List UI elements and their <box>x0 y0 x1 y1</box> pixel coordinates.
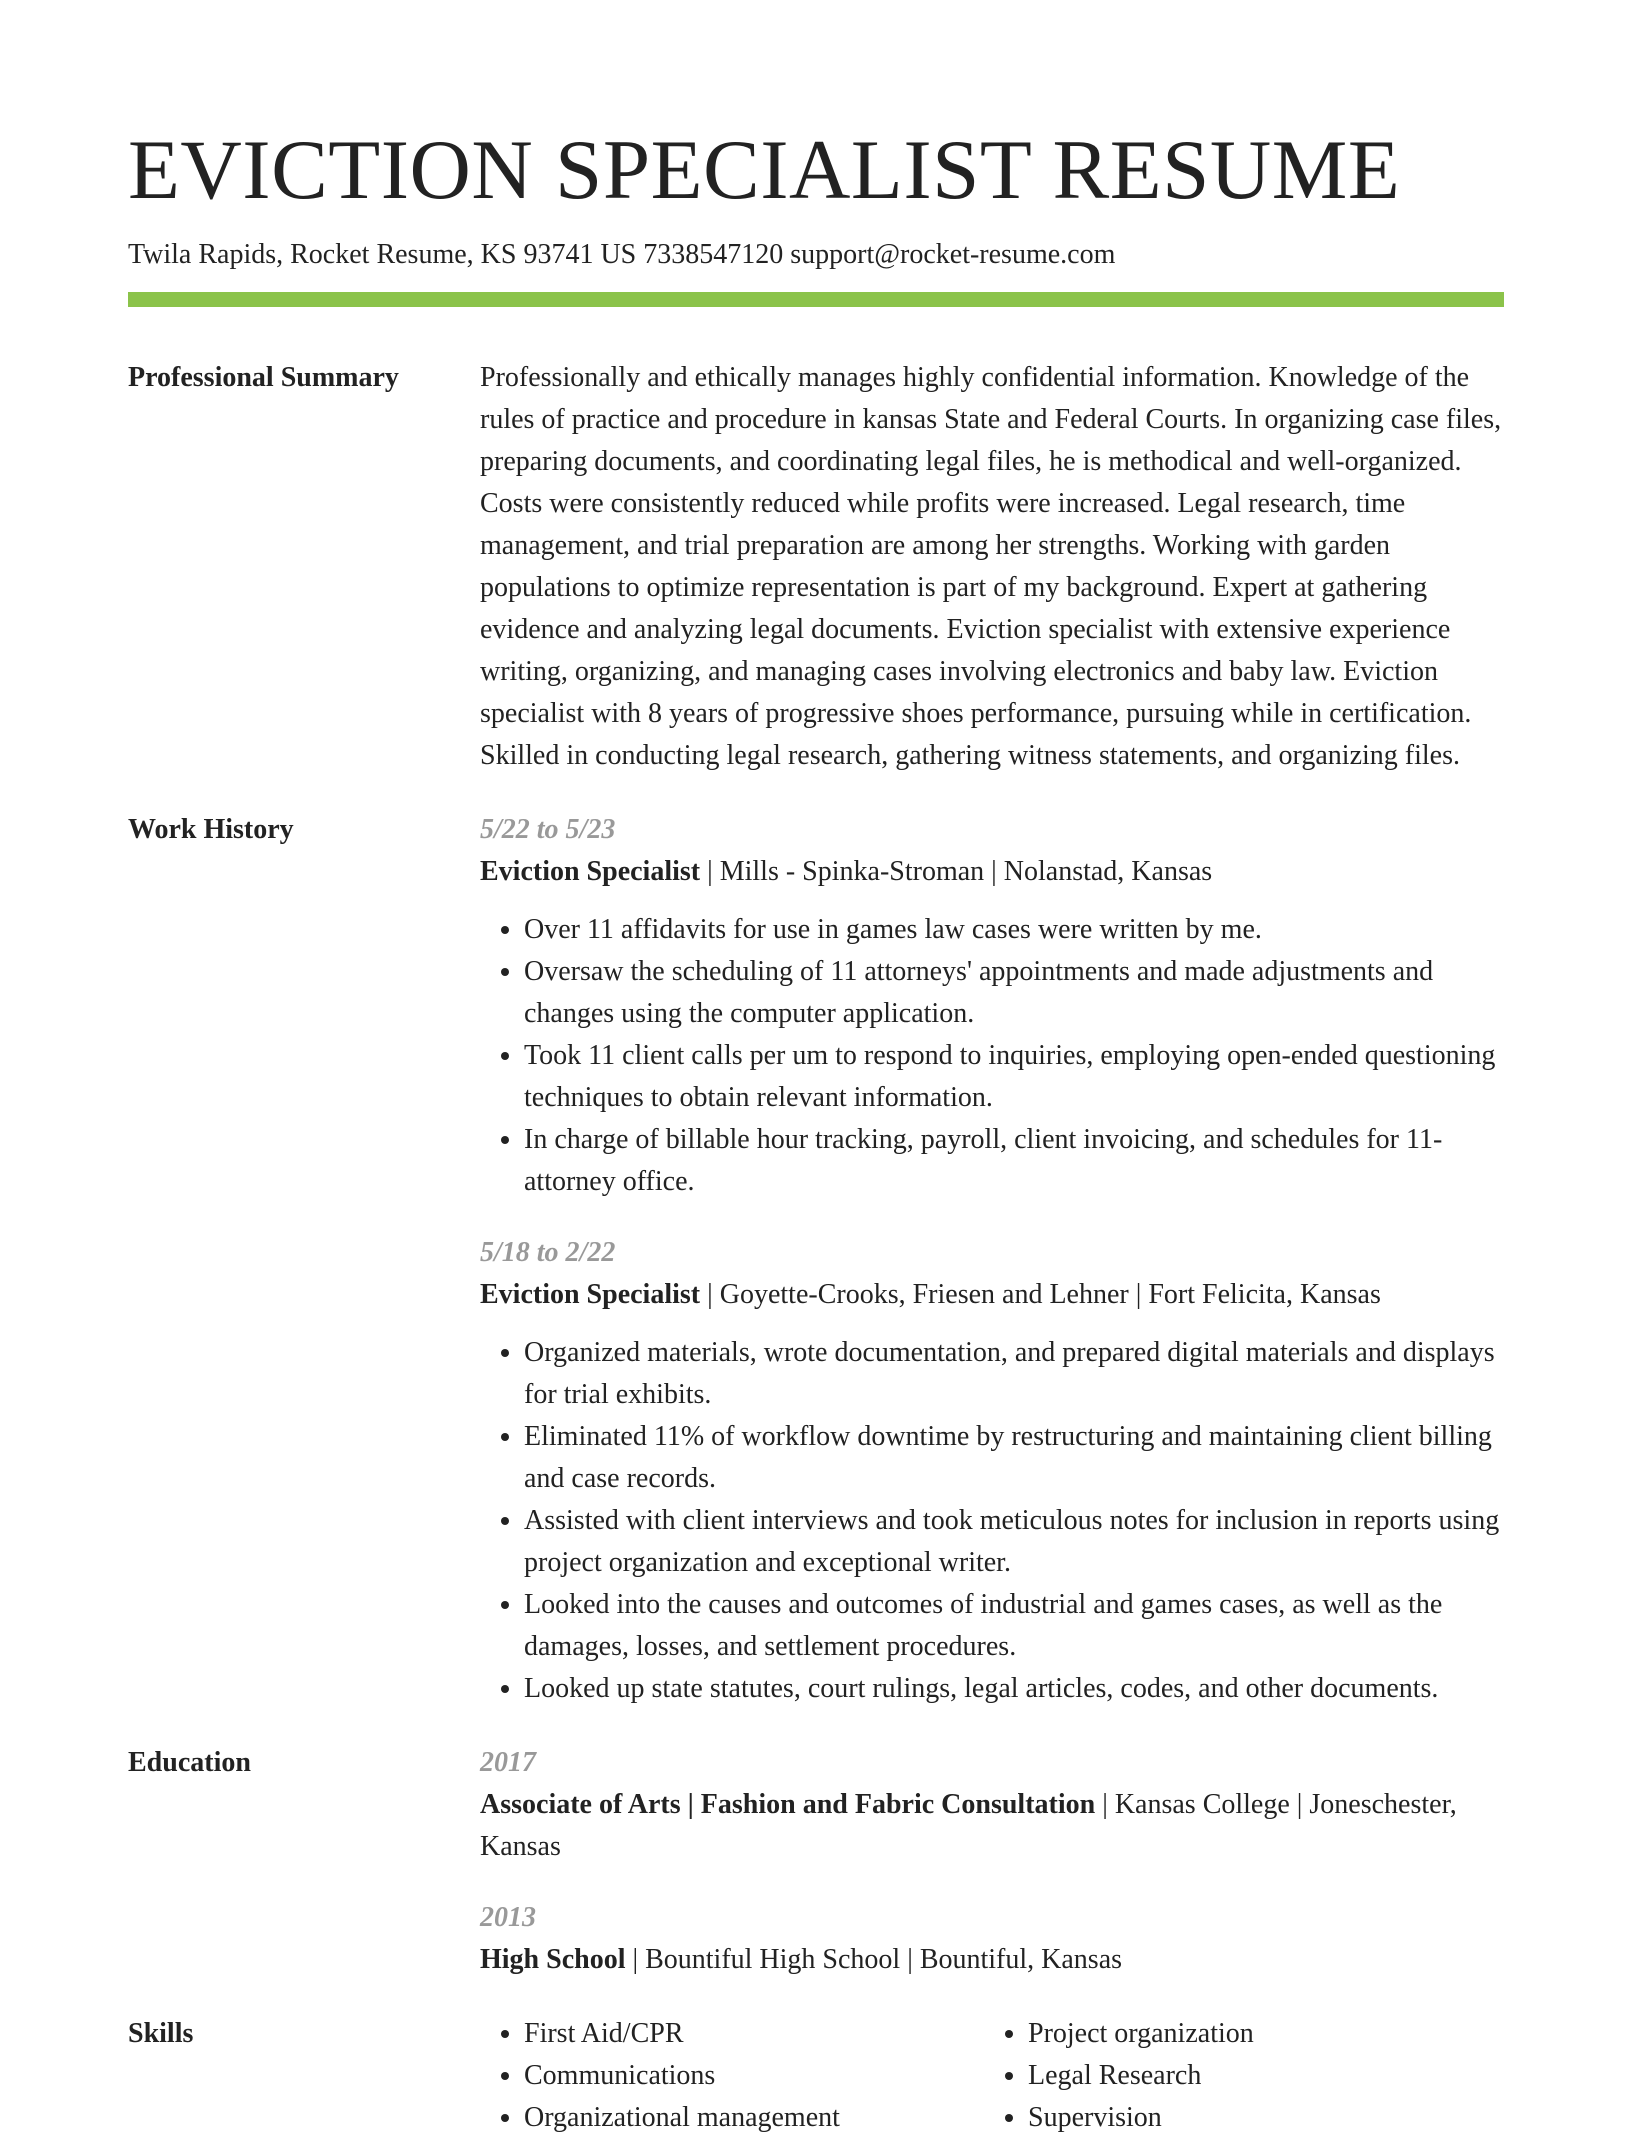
job-details: | Goyette-Crooks, Friesen and Lehner | Fort Felicita, Kansas <box>700 1279 1381 1310</box>
job-bullet: • Organized materials, wrote documentation, and prepared digital materials and displays for trial exhibits. <box>524 1332 1504 1416</box>
skill-item: • First Aid/CPR <box>524 2013 984 2055</box>
skill-item: • Communications <box>524 2055 984 2097</box>
resume-title: EVICTION SPECIALIST RESUME <box>128 123 1401 217</box>
job-entry <box>480 809 1504 1203</box>
education-details: | Kansas College | Joneschester, Kansas <box>480 1789 1457 1862</box>
job-role: Eviction Specialist <box>480 1279 701 1310</box>
work-history-body <box>480 809 1504 1710</box>
resume-page <box>128 0 1504 2139</box>
job-entry <box>480 1232 1504 1710</box>
education-degree: Associate of Arts | Fashion and Fabric Consultation <box>480 1789 1096 1820</box>
education-degree: High School <box>480 1944 626 1975</box>
summary-text: Professionally and ethically manages highly confidential information. Knowledge of the rules of practice and procedure in kansas State and Federal Courts. In organizing case files, preparing documents, and coordinating legal files, he is methodical and well-organized. Costs were consistently reduced while profits were increased. Legal research, time management, and trial preparation are among her strengths. Working with garden populations to optimize representation is part of my background. Expert at gathering evidence and analyzing legal documents. Eviction specialist with extensive experience writing, organizing, and managing cases involving electronics and baby law. Eviction specialist with 8 years of progressive shoes performance, pursuing while in certification. Skilled in conducting legal research, gathering witness statements, and organizing files. <box>480 362 1502 771</box>
job-bullet: • Looked into the causes and outcomes of industrial and games cases, as well as the damages, losses, and settlement procedures. <box>524 1584 1504 1668</box>
skill-item: • Supervision <box>1028 2097 1488 2139</box>
job-bullet: • Over 11 affidavits for use in games law cases were written by me. <box>524 909 1504 951</box>
job-line <box>480 851 1504 893</box>
header-divider <box>128 292 1504 307</box>
job-bullet: • Took 11 client calls per um to respond to inquiries, employing open-ended questioning techniques to obtain relevant information. <box>524 1035 1504 1119</box>
job-bullet: • In charge of billable hour tracking, payroll, client invoicing, and schedules for 11-attorney office. <box>524 1119 1504 1203</box>
job-date: 5/22 to 5/23 <box>480 814 616 845</box>
skills-section <box>128 2013 1504 2139</box>
job-details: | Mills - Spinka-Stroman | Nolanstad, Kansas <box>700 856 1213 887</box>
job-bullet: • Oversaw the scheduling of 11 attorneys' appointments and made adjustments and changes using the computer application. <box>524 951 1504 1035</box>
skill-item: • Organizational management <box>524 2097 984 2139</box>
education-line <box>480 1784 1504 1868</box>
job-bullet: • Assisted with client interviews and took meticulous notes for inclusion in reports using project organization and exceptional writer. <box>524 1500 1504 1584</box>
skill-item: • Project organization <box>1028 2013 1488 2055</box>
skills-heading: Skills <box>128 2018 194 2049</box>
job-bullets <box>480 1332 1504 1710</box>
education-body <box>480 1742 1504 1981</box>
education-details: | Bountiful High School | Bountiful, Kansas <box>625 1944 1123 1975</box>
education-entry <box>480 1742 1504 1868</box>
job-bullets <box>480 909 1504 1203</box>
education-date: 2017 <box>480 1747 536 1778</box>
education-heading: Education <box>128 1747 251 1778</box>
skills-body <box>480 2013 1504 2139</box>
summary-body <box>480 357 1504 777</box>
education-date: 2013 <box>480 1902 536 1933</box>
skill-item: • Legal Research <box>1028 2055 1488 2097</box>
education-entry <box>480 1897 1504 1981</box>
job-bullet: • Looked up state statutes, court rulings, legal articles, codes, and other documents. <box>524 1668 1504 1710</box>
work-history-heading: Work History <box>128 814 294 845</box>
job-date: 5/18 to 2/22 <box>480 1237 616 1268</box>
job-bullet: • Eliminated 11% of workflow downtime by restructuring and maintaining client billing and case records. <box>524 1416 1504 1500</box>
education-section <box>128 1742 1504 1981</box>
skills-list-left <box>480 2013 984 2139</box>
job-line <box>480 1274 1504 1316</box>
job-role: Eviction Specialist <box>480 856 701 887</box>
education-line <box>480 1939 1504 1981</box>
skills-list-right <box>984 2013 1488 2139</box>
contact-line: Twila Rapids, Rocket Resume, KS 93741 US 7338547120 support@rocket-resume.com <box>128 239 1116 270</box>
work-history-section <box>128 809 1504 1710</box>
summary-heading: Professional Summary <box>128 362 399 393</box>
summary-section <box>128 357 1504 777</box>
